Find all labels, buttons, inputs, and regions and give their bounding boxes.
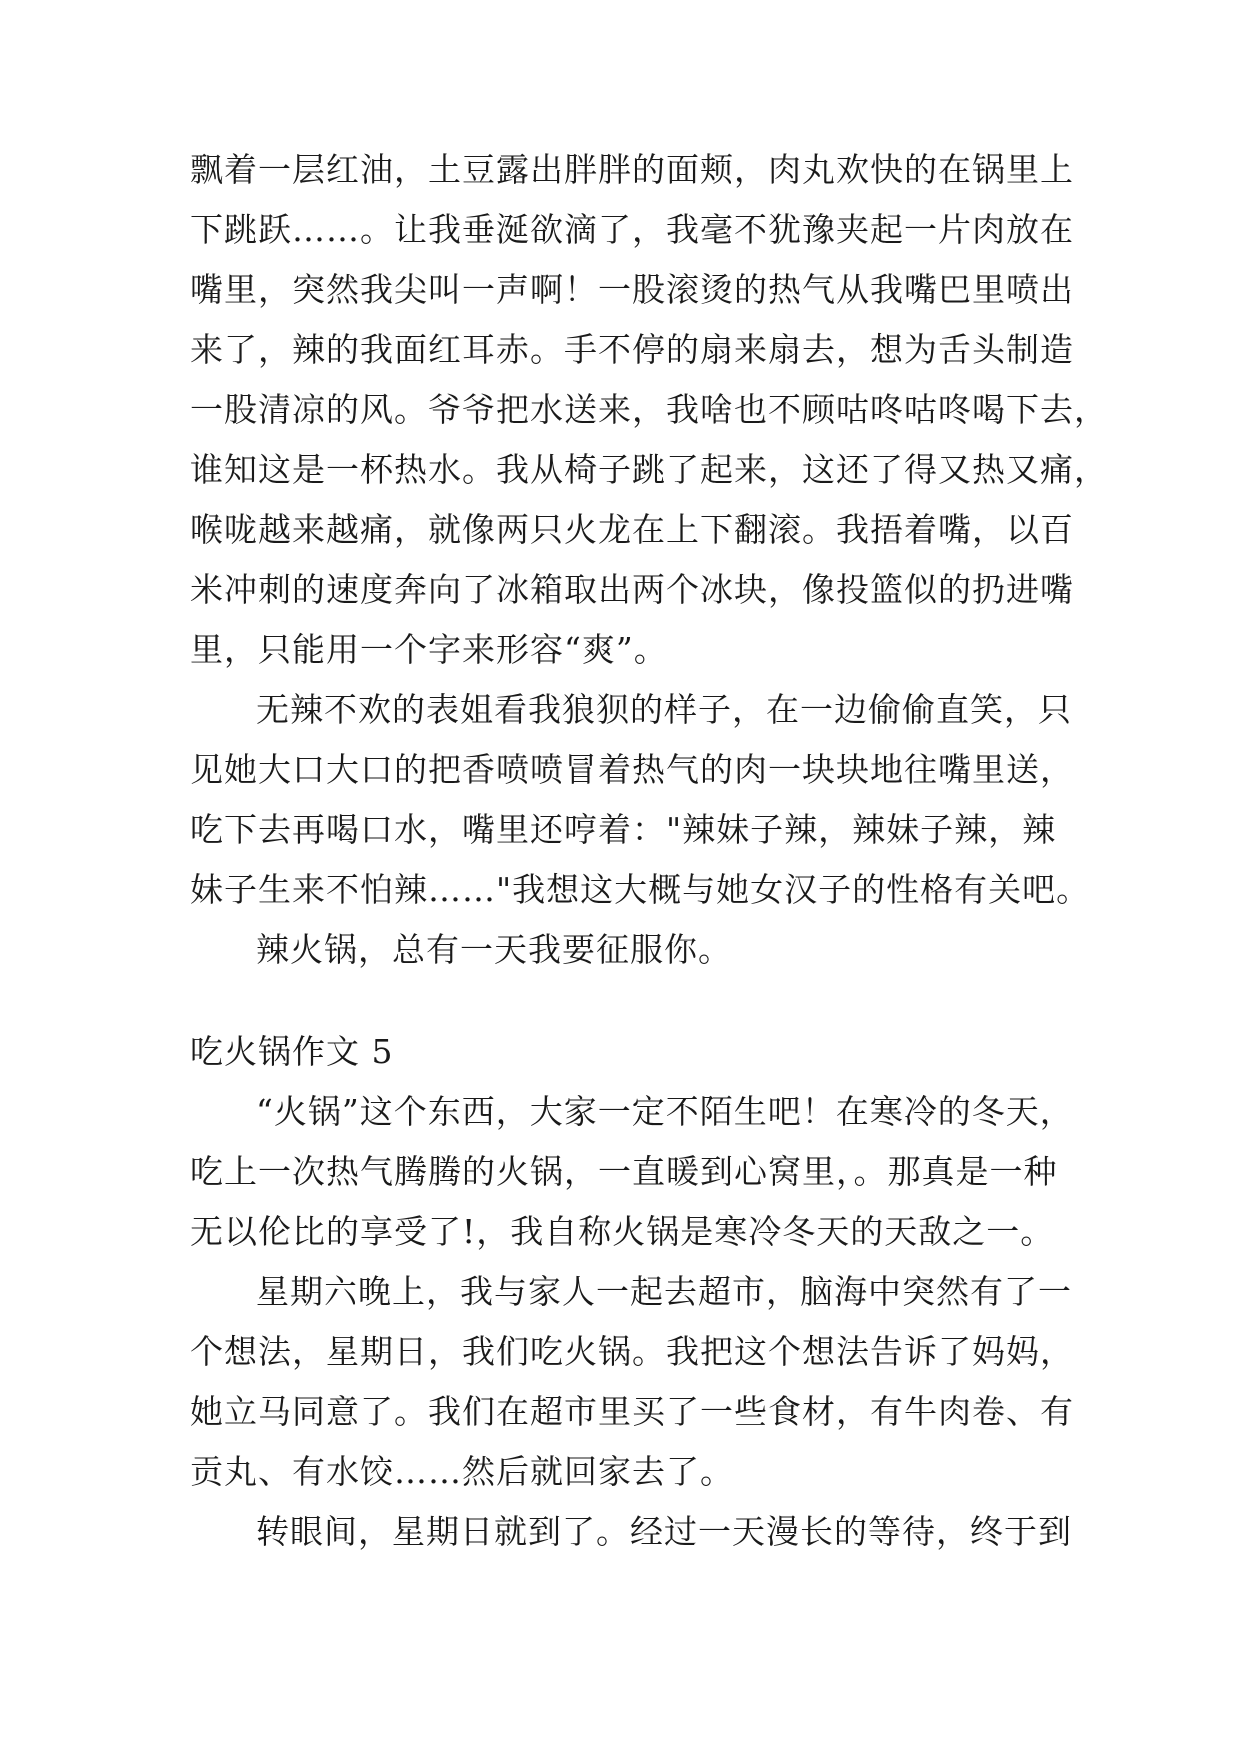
text-line: 下跳跃……。让我垂涎欲滴了，我毫不犹豫夹起一片肉放在 <box>190 210 1074 249</box>
text-line: 辣火锅，总有一天我要征服你。 <box>256 930 732 969</box>
text-line: 她立马同意了。我们在超市里买了一些食材，有牛肉卷、有 <box>190 1392 1074 1431</box>
text-line: 喉咙越来越痛，就像两只火龙在上下翻滚。我捂着嘴，以百 <box>190 510 1074 549</box>
section-title: 吃火锅作文 5 <box>190 1032 394 1071</box>
text-line: 转眼间，星期日就到了。经过一天漫长的等待，终于到 <box>256 1512 1072 1551</box>
text-line: 谁知这是一杯热水。我从椅子跳了起来，这还了得又热又痛， <box>190 450 1108 489</box>
text-line: 个想法，星期日，我们吃火锅。我把这个想法告诉了妈妈， <box>190 1332 1074 1371</box>
text-line: “火锅”这个东西，大家一定不陌生吧！在寒冷的冬天， <box>256 1092 1074 1131</box>
text-line: 米冲刺的速度奔向了冰箱取出两个冰块，像投篮似的扔进嘴 <box>190 570 1074 609</box>
text-line: 妹子生来不怕辣……"我想这大概与她女汉子的性格有关吧。 <box>190 870 1091 909</box>
text-line: 飘着一层红油，土豆露出胖胖的面颊，肉丸欢快的在锅里上 <box>190 150 1074 189</box>
text-line: 贡丸、有水饺……然后就回家去了。 <box>190 1452 734 1491</box>
text-line: 无以伦比的享受了!，我自称火锅是寒冷冬天的天敌之一。 <box>190 1212 1055 1251</box>
text-line: 来了，辣的我面红耳赤。手不停的扇来扇去，想为舌头制造 <box>190 330 1074 369</box>
text-line: 吃上一次热气腾腾的火锅，一直暖到心窝里，。那真是一种 <box>190 1152 1058 1191</box>
text-line: 吃下去再喝口水，嘴里还哼着："辣妹子辣，辣妹子辣，辣 <box>190 810 1057 849</box>
text-line: 无辣不欢的表姐看我狼狈的样子，在一边偷偷直笑，只 <box>256 690 1072 729</box>
text-line: 一股清凉的风。爷爷把水送来，我啥也不顾咕咚咕咚喝下去， <box>190 390 1108 429</box>
text-line: 里，只能用一个字来形容“爽”。 <box>190 630 668 669</box>
text-line: 星期六晚上，我与家人一起去超市，脑海中突然有了一 <box>256 1272 1072 1311</box>
text-line: 嘴里，突然我尖叫一声啊！一股滚烫的热气从我嘴巴里喷出 <box>190 270 1074 309</box>
text-line: 见她大口大口的把香喷喷冒着热气的肉一块块地往嘴里送， <box>190 750 1074 789</box>
